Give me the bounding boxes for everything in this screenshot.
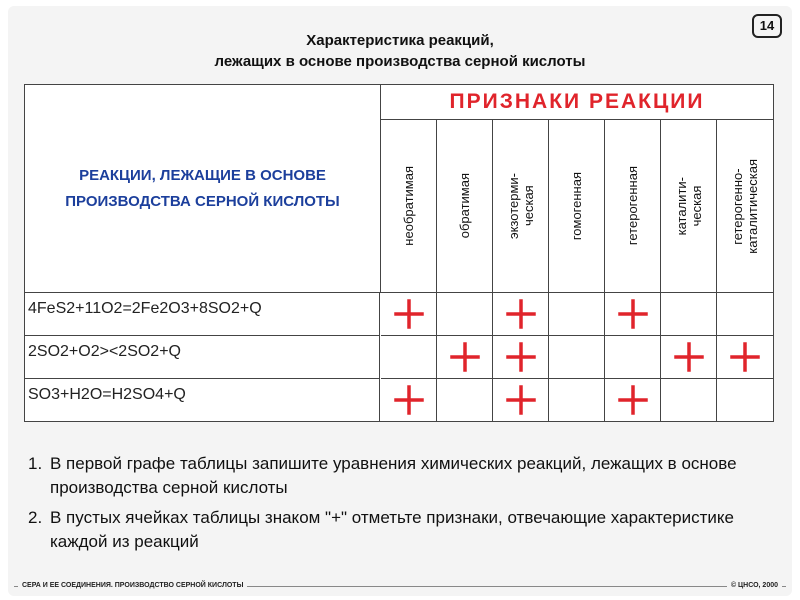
column-header-label: гетерогенная — [625, 166, 640, 246]
column-header-label: необратимая — [401, 166, 416, 246]
mark-cell[interactable] — [605, 293, 661, 336]
reactions-table — [24, 84, 774, 422]
mark-cell[interactable] — [493, 293, 549, 336]
signs-header: ПРИЗНАКИ РЕАКЦИИ — [381, 85, 773, 120]
column-header-label: гетерогенно- каталитическая — [730, 158, 760, 254]
instruction-2 — [28, 506, 778, 554]
reactions-header-line-2: ПРОИЗВОДСТВА СЕРНОЙ КИСЛОТЫ — [65, 192, 340, 210]
page-number: 14 — [752, 14, 782, 38]
footer-right: © ЦНСО, 2000 — [727, 582, 782, 589]
column-header — [381, 120, 437, 293]
mark-cell[interactable] — [661, 379, 717, 422]
column-header — [605, 120, 661, 293]
mark-cell[interactable] — [549, 336, 605, 379]
column-header — [493, 120, 549, 293]
instructions — [28, 452, 778, 560]
plus-mark-icon — [506, 299, 536, 329]
instruction-number: 1. — [28, 454, 43, 473]
plus-mark-icon — [618, 299, 648, 329]
reactions-header-cell — [25, 85, 381, 293]
plus-mark-icon — [506, 385, 536, 415]
mark-cell[interactable] — [717, 293, 773, 336]
column-header — [437, 120, 493, 293]
plus-mark-icon — [394, 385, 424, 415]
mark-cell[interactable] — [381, 336, 437, 379]
reaction-equation: 2SO2+O2><2SO2+Q — [25, 336, 380, 379]
mark-cell[interactable] — [437, 379, 493, 422]
mark-cell[interactable] — [661, 336, 717, 379]
instruction-text: В первой графе таблицы запишите уравнения химических реакций, лежащих в основе производства серной кислоты — [50, 454, 737, 497]
mark-cell[interactable] — [493, 379, 549, 422]
mark-cell[interactable] — [717, 336, 773, 379]
mark-cell[interactable] — [605, 336, 661, 379]
reaction-equation: SO3+H2O=H2SO4+Q — [25, 379, 380, 422]
reactions-header-line-1: РЕАКЦИИ, ЛЕЖАЩИЕ В ОСНОВЕ — [79, 166, 326, 184]
column-header — [549, 120, 605, 293]
plus-mark-icon — [674, 342, 704, 372]
mark-cell[interactable] — [437, 336, 493, 379]
plus-mark-icon — [618, 385, 648, 415]
column-header-label: каталити- ческая — [673, 176, 704, 236]
column-header — [661, 120, 717, 293]
mark-cell[interactable] — [661, 293, 717, 336]
mark-cell[interactable] — [381, 379, 437, 422]
page-title — [0, 30, 800, 72]
column-header-label: обратимая — [457, 173, 472, 239]
reaction-equation: 4FeS2+11O2=2Fe2O3+8SO2+Q — [25, 293, 380, 336]
title-line-2: лежащих в основе производства серной кислоты — [214, 53, 586, 70]
mark-cell[interactable] — [549, 293, 605, 336]
footer — [18, 582, 782, 589]
instruction-text: В пустых ячейках таблицы знаком "+" отметьте признаки, отвечающие характеристике каждой из реакций — [50, 508, 734, 551]
footer-left: СЕРА И ЕЕ СОЕДИНЕНИЯ. ПРОИЗВОДСТВО СЕРНОЙ КИСЛОТЫ — [18, 582, 247, 589]
title-line-1: Характеристика реакций, — [306, 32, 494, 49]
mark-cell[interactable] — [717, 379, 773, 422]
mark-cell[interactable] — [437, 293, 493, 336]
instruction-1 — [28, 452, 778, 500]
plus-mark-icon — [394, 299, 424, 329]
mark-cell[interactable] — [381, 293, 437, 336]
mark-cell[interactable] — [605, 379, 661, 422]
plus-mark-icon — [506, 342, 536, 372]
instruction-number: 2. — [28, 508, 43, 527]
plus-mark-icon — [730, 342, 760, 372]
column-header-label: экзотерми- ческая — [505, 172, 536, 240]
plus-mark-icon — [450, 342, 480, 372]
mark-cell[interactable] — [549, 379, 605, 422]
column-header-label: гомогенная — [569, 171, 584, 241]
mark-cell[interactable] — [493, 336, 549, 379]
column-header — [717, 120, 774, 293]
